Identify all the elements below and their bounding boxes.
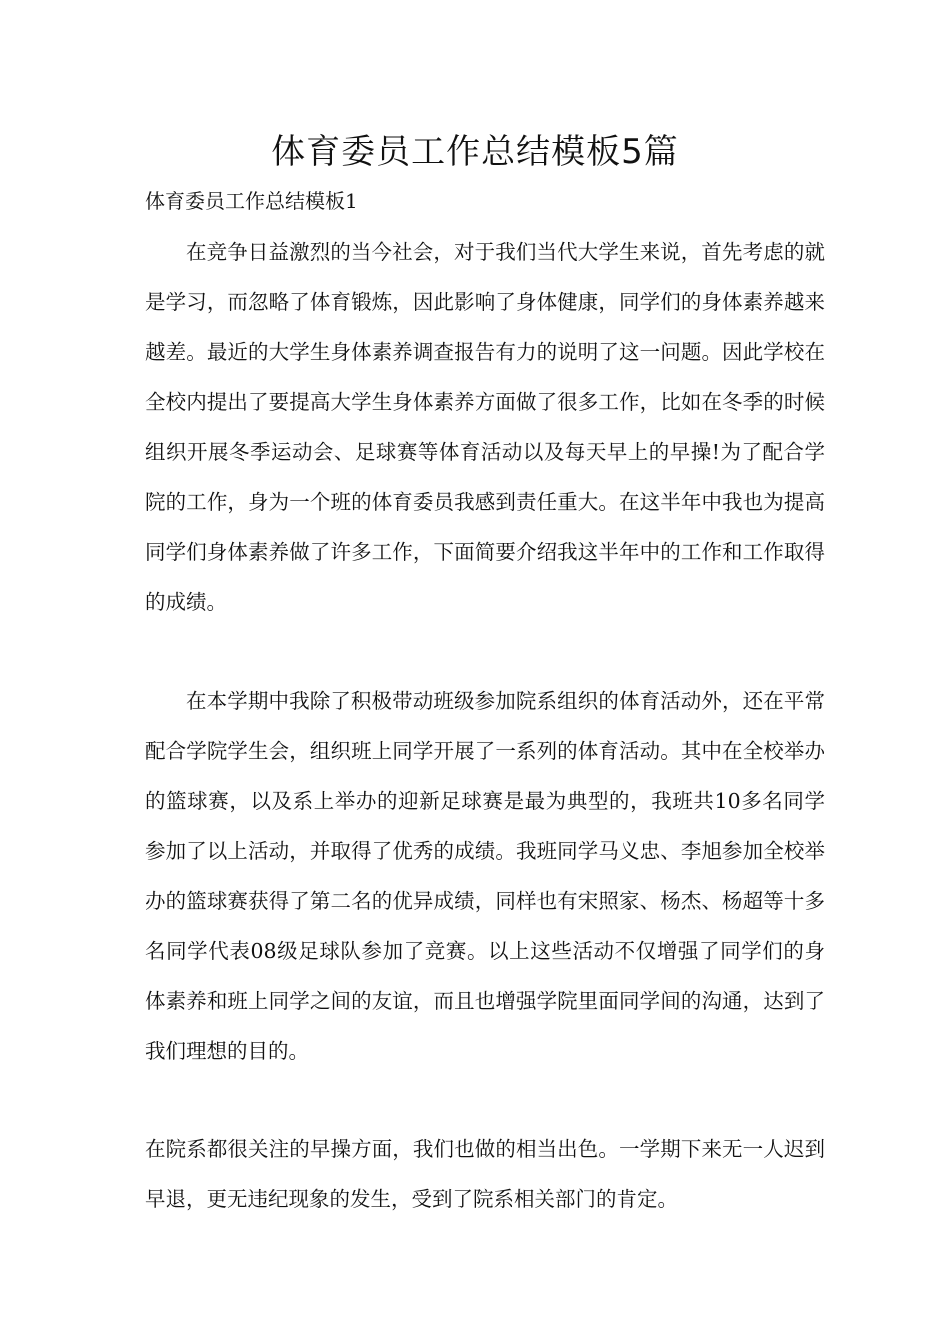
document-title: 体育委员工作总结模板5篇 — [271, 132, 679, 172]
section-heading: 体育委员工作总结模板1 — [145, 189, 358, 213]
paragraph-2: 在本学期中我除了积极带动班级参加院系组织的体育活动外，还在平常配合学院学生会，组织班上同学开展了一系列的体育活动。其中在全校举办的篮球赛，以及系上举办的迎新足球赛是最为典型的，我班共10多名同学参加了以上活动，并取得了优秀的成绩。我班同学马义忠、李旭参加全校举办的篮球赛获得了第二名的优异成绩，同样也有宋照家、杨杰、杨超等十多名同学代表08级足球队参加了竞赛。以上这些活动不仅增强了同学们的身体素养和班上同学之间的友谊，而且也增强学院里面同学间的沟通，达到了我们理想的目的。 — [145, 689, 825, 1063]
paragraph-1: 在竞争日益激烈的当今社会，对于我们当代大学生来说，首先考虑的就是学习，而忽略了体育锻炼，因此影响了身体健康，同学们的身体素养越来越差。最近的大学生身体素养调查报告有力的说明了这一问题。因此学校在全校内提出了要提高大学生身体素养方面做了很多工作，比如在冬季的时候组织开展冬季运动会、足球赛等体育活动以及每天早上的早操!为了配合学院的工作，身为一个班的体育委员我感到责任重大。在这半年中我也为提高同学们身体素养做了许多工作，下面简要介绍我这半年中的工作和工作取得的成绩。 — [145, 240, 825, 614]
paragraph-3: 在院系都很关注的早操方面，我们也做的相当出色。一学期下来无一人迟到早退，更无违纪现象的发生，受到了院系相关部门的肯定。 — [145, 1137, 825, 1211]
